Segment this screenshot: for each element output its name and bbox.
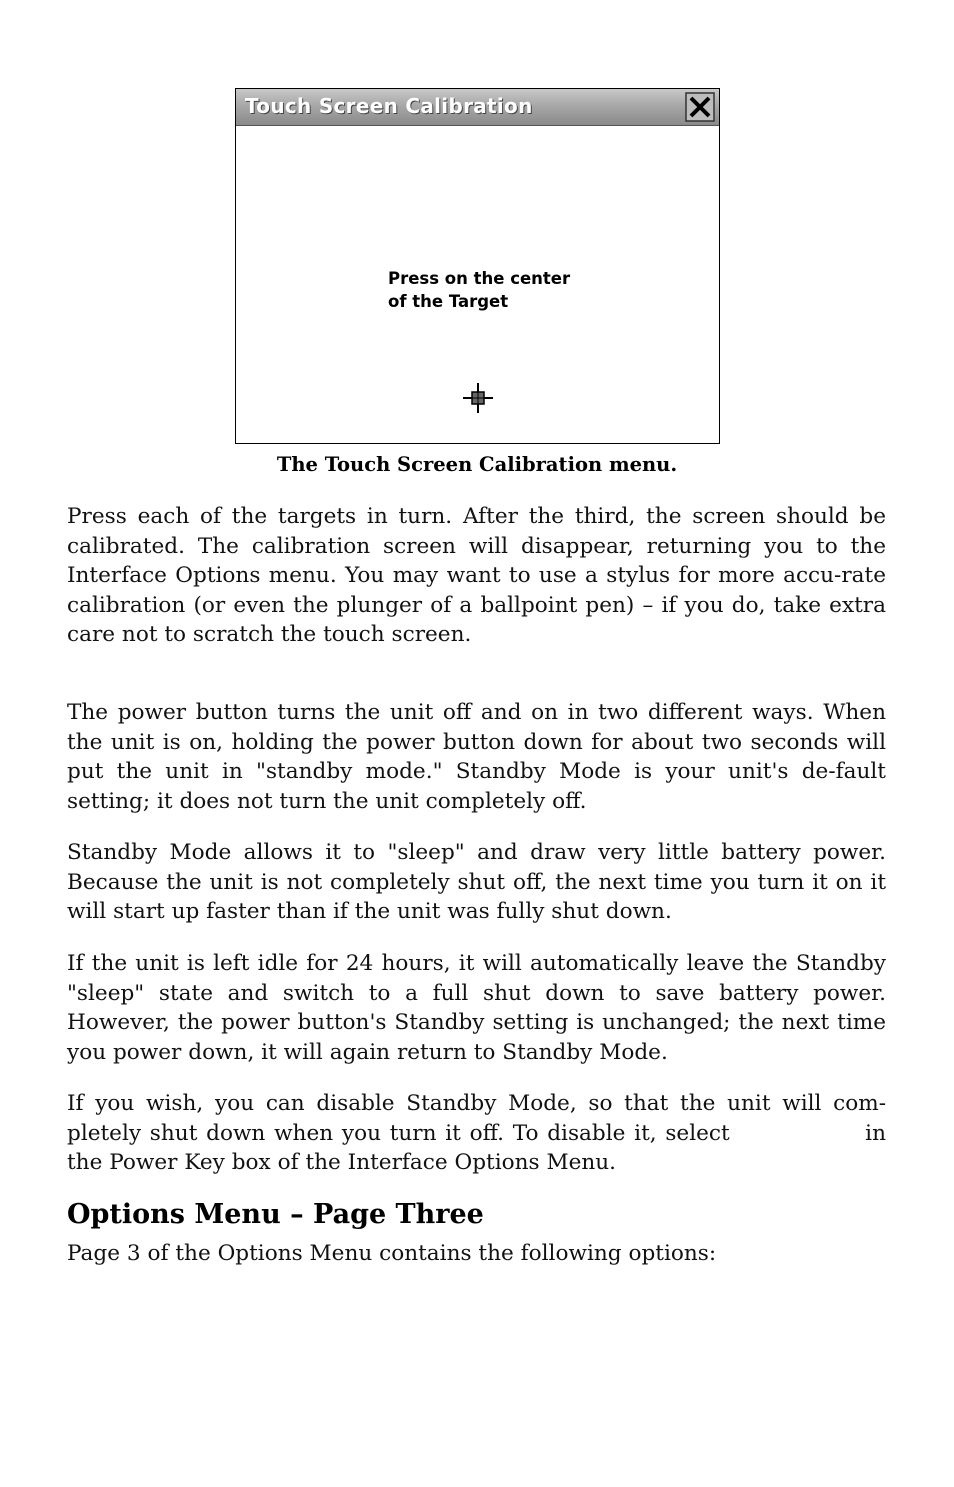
- section-heading: Options Menu – Page Three: [67, 1199, 484, 1230]
- disable-standby-text-2: in the Power Key box of the Interface Options Menu.: [67, 1120, 886, 1176]
- crosshair-target-icon[interactable]: [462, 382, 494, 414]
- paragraph-power-button: The power button turns the unit off and on in two different ways. When the unit is on, holding the power button down for about two seconds will put the unit in "standby mode." Standby Mode is your unit's de-fault setting; it does not turn the unit completely off.: [67, 700, 886, 814]
- window-title: Touch Screen Calibration: [245, 94, 533, 118]
- paragraph-calibration: Press each of the targets in turn. After the third, the screen should be calibrated. The calibration screen will disappear, returning you to the Interface Options menu. You may want to use a stylus for more accu-rate calibration (or even the plunger of a ballpoint pen) – if you do, take extra care not to scratch the touch screen.: [67, 504, 886, 648]
- paragraph-idle-shutdown: If the unit is left idle for 24 hours, it will automatically leave the Standby "sleep" state and switch to a full shut down to save battery power. However, the power button's Standby setting is unchanged; the next time you power down, it will again return to Standby Mode.: [67, 951, 886, 1065]
- close-x-icon[interactable]: [685, 92, 715, 122]
- window-titlebar: [236, 89, 719, 126]
- paragraph-page-three-intro: Page 3 of the Options Menu contains the following options:: [67, 1241, 717, 1266]
- paragraph-standby-sleep: Standby Mode allows it to "sleep" and draw very little battery power. Because the unit is not completely shut off, the next time you turn it on it will start up faster than if the unit was fully shut down.: [67, 840, 886, 925]
- calibration-prompt: [388, 267, 570, 313]
- prompt-line-1: Press on the center: [388, 269, 571, 288]
- paragraph-disable-standby: [67, 1089, 886, 1178]
- disable-standby-text-1: If you wish, you can disable Standby Mode, so that the unit will com-pletely shut down when you turn it off. To disable it, select: [67, 1091, 886, 1146]
- figure-caption: The Touch Screen Calibration menu.: [276, 453, 678, 476]
- calibration-screen-figure: [235, 88, 720, 444]
- prompt-line-2: of the Target: [388, 292, 509, 311]
